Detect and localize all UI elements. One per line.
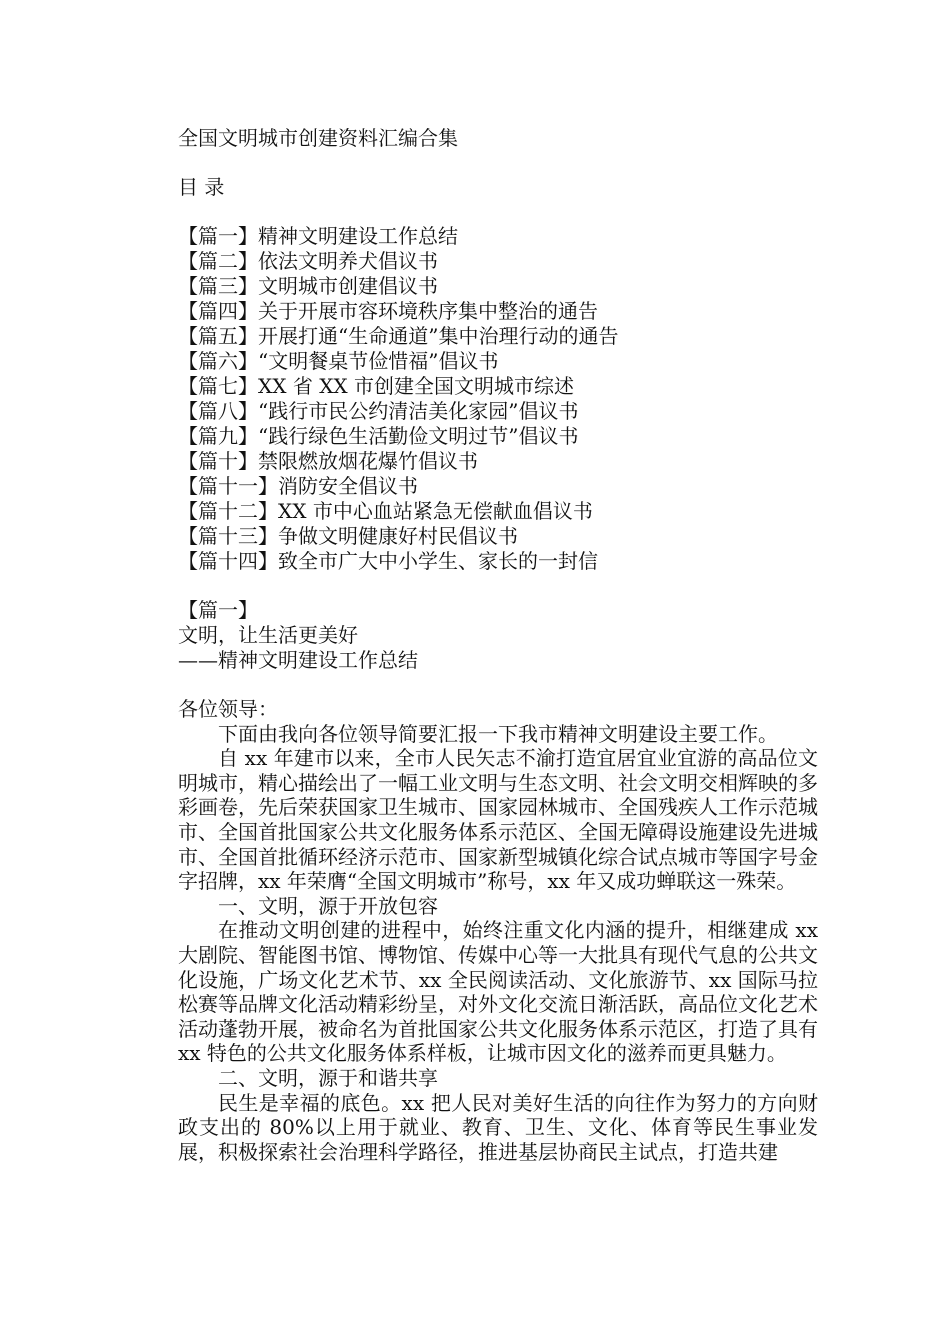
section-label: 【篇一】 [178,598,258,622]
body-text [178,697,818,1164]
paragraph: 民生是幸福的底色。xx 把人民对美好生活的向往作为努力的方向财政支出的 80%以上用于就业、教育、卫生、文化、体育等民生事业发展，积极探索社会治理科学路径，推进基层协商民主试点，打造共建 [178,1090,818,1164]
document-title: 全国文明城市创建资料汇编合集 [178,126,458,150]
toc-item: 【篇十三】争做文明健康好村民倡议书 [178,524,518,548]
toc-item: 【篇六】“文明餐桌节俭惜福”倡议书 [178,349,499,373]
section-heading: 二、文明，源于和谐共享 [218,1065,438,1090]
paragraph: 自 xx 年建市以来，全市人民矢志不渝打造宜居宜业宜游的高品位文明城市，精心描绘出了一幅工业文明与生态文明、社会文明交相辉映的多彩画卷，先后荣获国家卫生城市、国家园林城市、全国残疾人工作示范城市、全国首批国家公共文化服务体系示范区、全国无障碍设施建设先进城市、全国首批循环经济示范市、国家新型城镇化综合试点城市等国字号金字招牌，xx 年荣膺“全国文明城市”称号，xx 年又成功蝉联这一殊荣。 [178,746,818,894]
toc-item: 【篇十一】消防安全倡议书 [178,474,418,498]
table-of-contents [178,224,618,574]
toc-item: 【篇四】关于开展市容环境秩序集中整治的通告 [178,299,598,323]
toc-item: 【篇七】XX 省 XX 市创建全国文明城市综述 [178,374,575,398]
toc-item: 【篇五】开展打通“生命通道”集中治理行动的通告 [178,324,619,348]
toc-item: 【篇十】禁限燃放烟花爆竹倡议书 [178,449,478,473]
paragraph: 下面由我向各位领导简要汇报一下我市精神文明建设主要工作。 [218,721,778,746]
toc-item: 【篇十四】致全市广大中小学生、家长的一封信 [178,549,598,573]
toc-item: 【篇十二】XX 市中心血站紧急无偿献血倡议书 [178,499,593,523]
toc-item: 【篇一】精神文明建设工作总结 [178,224,458,248]
section-title: 文明，让生活更美好 [178,623,358,647]
toc-item: 【篇二】依法文明养犬倡议书 [178,249,438,273]
toc-item: 【篇八】“践行市民公约清洁美化家园”倡议书 [178,399,579,423]
toc-heading: 目 录 [178,175,225,199]
paragraph: 在推动文明创建的进程中，始终注重文化内涵的提升，相继建成 xx 大剧院、智能图书馆、博物馆、传媒中心等一大批具有现代气息的公共文化设施，广场文化艺术节、xx 全民阅读活动、文化旅游节、xx 国际马拉松赛等品牌文化活动精彩纷呈，对外文化交流日渐活跃，高品位文化艺术活动蓬勃开展，被命名为首批国家公共文化服务体系示范区，打造了具有 xx 特色的公共文化服务体系样板，让城市因文化的滋养而更具魅力。 [178,918,818,1066]
toc-item: 【篇九】“践行绿色生活勤俭文明过节”倡议书 [178,424,579,448]
salutation: 各位领导： [178,697,278,721]
toc-item: 【篇三】文明城市创建倡议书 [178,274,438,298]
section-heading: 一、文明，源于开放包容 [218,893,438,918]
section-subtitle: ——精神文明建设工作总结 [178,648,418,672]
